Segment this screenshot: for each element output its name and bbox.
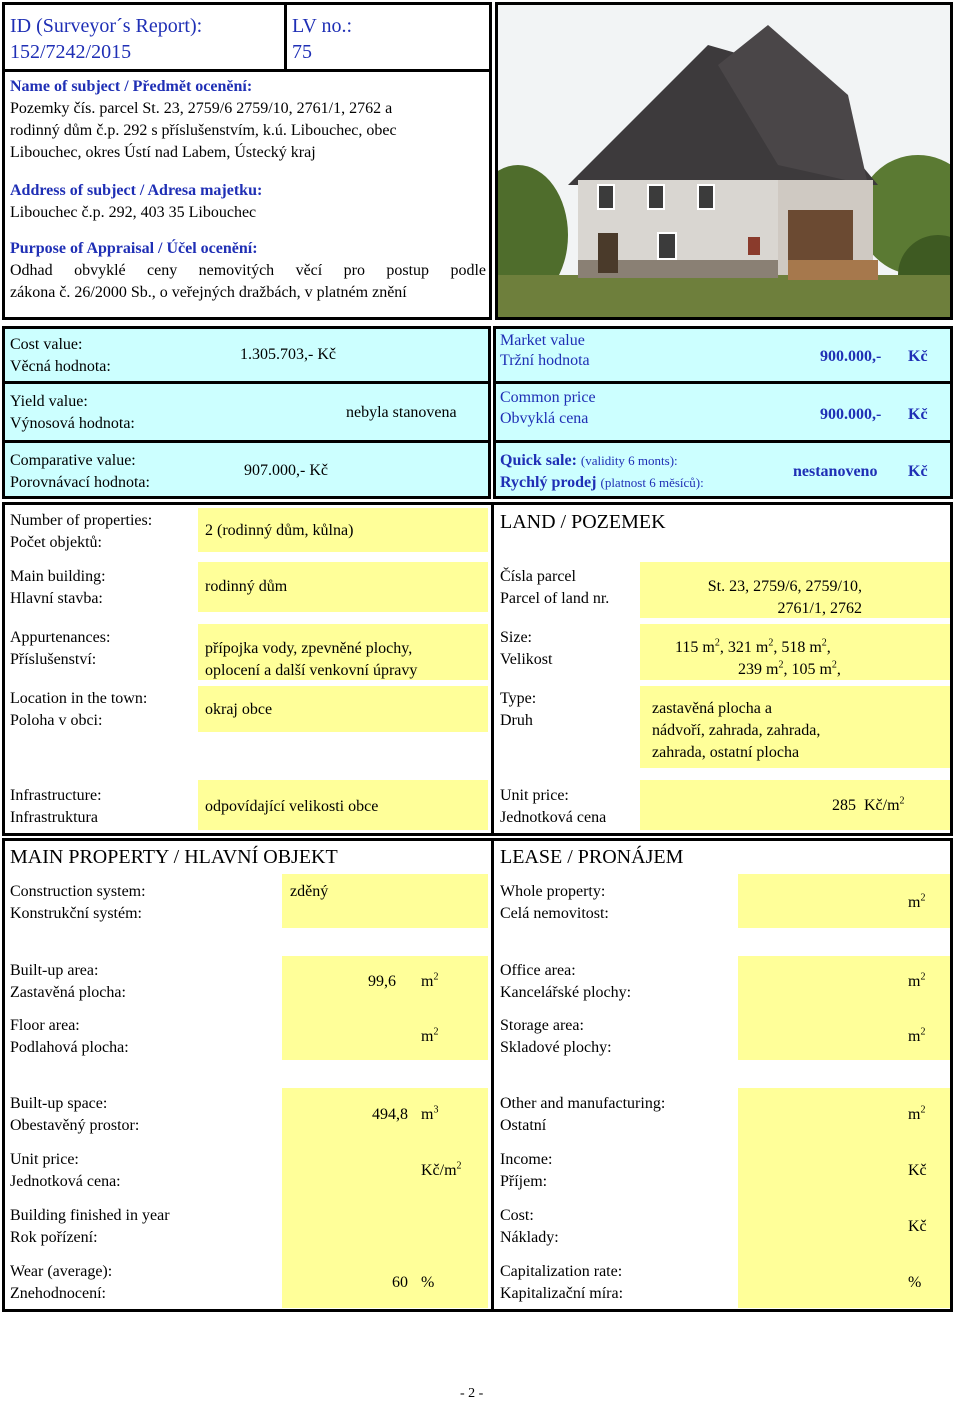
comparative-value: 907.000,- Kč	[244, 462, 328, 479]
appurtenances-value-1: přípojka vody, zpevněné plochy,	[205, 640, 413, 657]
cap-rate-label-en: Capitalization rate:	[500, 1263, 623, 1280]
parcel-value-2: 2761/1, 2762	[777, 600, 862, 617]
quick-sale-label-en	[500, 450, 678, 472]
floor-area-unit	[421, 1026, 438, 1048]
size-value-line-2	[738, 659, 841, 681]
cost-label-en: Cost:	[500, 1207, 534, 1224]
subject-name-line-1: Pozemky čís. parcel St. 23, 2759/6 2759/10, 2761/1, 2762 a	[10, 100, 393, 117]
common-price-currency: Kč	[908, 406, 928, 423]
type-value-2: nádvoří, zahrada, zahrada,	[652, 722, 821, 739]
size-value-line-1	[675, 637, 831, 659]
other-unit-m: m	[908, 1106, 921, 1123]
land-unit-price-label-en: Unit price:	[500, 787, 569, 804]
builtup-space-value: 494,8	[372, 1106, 408, 1123]
size-e5: 2	[831, 659, 837, 671]
cost-value-label-en: Cost value:	[10, 336, 83, 353]
size-s1: ,	[719, 639, 724, 656]
location-label-en: Location in the town:	[10, 690, 148, 707]
builtup-area-label-cz: Zastavěná plocha:	[10, 984, 126, 1001]
type-value-1: zastavěná plocha a	[652, 700, 772, 717]
market-value-label-en: Market value	[500, 332, 585, 349]
size-label-cz: Velikost	[500, 651, 553, 668]
type-label-cz: Druh	[500, 712, 533, 729]
yield-value: nebyla stanovena	[346, 404, 457, 421]
yield-value-label-en: Yield value:	[10, 393, 88, 410]
size-u1: m	[702, 639, 715, 656]
address-value: Libouchec č.p. 292, 403 35 Libouchec	[10, 204, 257, 221]
office-area-label-en: Office area:	[500, 962, 576, 979]
floor-area-label-cz: Podlahová plocha:	[10, 1039, 129, 1056]
count-label-cz: Počet objektů:	[10, 534, 102, 551]
size-n4: 239	[738, 661, 762, 678]
other-label-cz: Ostatní	[500, 1117, 547, 1134]
size-n2: 321	[727, 639, 752, 656]
size-u4: m	[766, 661, 779, 678]
market-value-currency: Kč	[908, 348, 928, 365]
lease-title: LEASE / PRONÁJEM	[500, 846, 684, 868]
year-label-en: Building finished in year	[10, 1207, 170, 1224]
income-label-cz: Příjem:	[500, 1173, 548, 1190]
income-unit: Kč	[908, 1162, 927, 1179]
office-area-unit-m: m	[908, 973, 921, 990]
parcel-label-cz: Čísla parcel	[500, 568, 576, 585]
type-value-3: zahrada, ostatní plocha	[652, 744, 800, 761]
yield-value-label-cz: Výnosová hodnota:	[10, 415, 135, 432]
builtup-space-unit	[421, 1104, 438, 1126]
other-unit	[908, 1104, 925, 1126]
header-divider	[284, 2, 287, 72]
whole-property-label-cz: Celá nemovitost:	[500, 905, 609, 922]
other-label-en: Other and manufacturing:	[500, 1095, 666, 1112]
appurtenances-label-cz: Příslušenství:	[10, 651, 97, 668]
size-u2: m	[755, 639, 769, 656]
builtup-area-unit-exp: 2	[433, 971, 439, 983]
cost-value: 1.305.703,- Kč	[240, 346, 336, 363]
appurtenances-label-en: Appurtenances:	[10, 629, 111, 646]
size-e4: 2	[778, 659, 784, 671]
quick-sale-cz-note: (platnost 6 měsíců):	[600, 475, 704, 490]
land-title: LAND / POZEMEK	[500, 511, 666, 533]
quick-sale-en-note: (validity 6 monts):	[580, 453, 678, 468]
land-unit-price-number: 285	[832, 797, 856, 814]
common-price-label-cz: Obvyklá cena	[500, 410, 589, 427]
whole-property-unit-exp: 2	[920, 892, 926, 904]
cost-unit: Kč	[908, 1218, 927, 1235]
land-unit-price-unit: Kč/m	[864, 797, 900, 814]
storage-area-label-en: Storage area:	[500, 1017, 584, 1034]
subject-name-label: Name of subject / Předmět ocenění:	[10, 78, 253, 95]
builtup-space-unit-exp: 3	[433, 1104, 439, 1116]
builtup-area-label-en: Built-up area:	[10, 962, 99, 979]
values-right-rule-1	[493, 381, 953, 384]
quick-sale-en-text: Quick sale:	[500, 452, 577, 469]
main-building-label-cz: Hlavní stavba:	[10, 590, 103, 607]
size-e1: 2	[714, 637, 720, 649]
quick-sale-cz-text: Rychlý prodej	[500, 474, 597, 491]
office-area-label-cz: Kancelářské plochy:	[500, 984, 632, 1001]
count-label-en: Number of properties:	[10, 512, 153, 529]
purpose-line-1: Odhad obvyklé ceny nemovitých věcí pro postup podle	[10, 262, 486, 279]
land-unit-price-value	[832, 795, 905, 817]
size-u3: m	[809, 639, 822, 656]
builtup-area-unit-m: m	[421, 973, 434, 990]
unit-price-unit-exp: 2	[456, 1160, 462, 1172]
appurtenances-value-2: oplocení a další venkovní úpravy	[205, 662, 418, 679]
parcel-value-1: St. 23, 2759/6, 2759/10,	[707, 578, 862, 595]
whole-property-unit	[908, 892, 925, 914]
land-unit-price-exp: 2	[899, 795, 905, 807]
subject-name-line-3: Libouchec, okres Ústí nad Labem, Ústecký kraj	[10, 144, 316, 161]
market-value: 900.000,-	[820, 348, 882, 365]
unit-price-unit	[421, 1160, 462, 1182]
lv-label: LV no.:	[292, 15, 353, 37]
builtup-area-unit	[421, 971, 438, 993]
main-property-divider	[491, 838, 494, 1312]
report-id-value: 152/7242/2015	[10, 41, 132, 63]
values-right-rule-2	[493, 440, 953, 443]
comparative-value-label-en: Comparative value:	[10, 452, 136, 469]
page-number: - 2 -	[460, 1386, 484, 1401]
main-building-label-en: Main building:	[10, 568, 106, 585]
quick-sale-value: nestanoveno	[793, 463, 878, 480]
main-building-value: rodinný dům	[205, 578, 288, 595]
whole-property-unit-m: m	[908, 894, 921, 911]
year-label-cz: Rok pořízení:	[10, 1229, 98, 1246]
address-label: Address of subject / Adresa majetku:	[10, 182, 263, 199]
unit-price-unit-text: Kč/m	[421, 1162, 457, 1179]
construction-value: zděný	[290, 883, 329, 900]
wear-unit: %	[421, 1274, 435, 1291]
values-left-rule-1	[2, 381, 491, 384]
storage-area-unit	[908, 1026, 925, 1048]
income-label-en: Income:	[500, 1151, 553, 1168]
whole-property-label-en: Whole property:	[500, 883, 606, 900]
purpose-label: Purpose of Appraisal / Účel ocenění:	[10, 240, 258, 257]
size-e3: 2	[821, 637, 827, 649]
wear-value: 60	[392, 1274, 408, 1291]
common-price-value: 900.000,-	[820, 406, 882, 423]
infrastructure-label-cz: Infrastruktura	[10, 809, 98, 826]
builtup-space-label-en: Built-up space:	[10, 1095, 108, 1112]
size-s2: ,	[773, 639, 778, 656]
infrastructure-label-en: Infrastructure:	[10, 787, 102, 804]
size-n1: 115	[675, 639, 699, 656]
unit-price-label-cz: Jednotková cena:	[10, 1173, 121, 1190]
house-photo	[495, 2, 953, 320]
count-value: 2 (rodinný dům, kůlna)	[205, 522, 354, 539]
header-hrule	[2, 69, 492, 72]
cap-rate-label-cz: Kapitalizační míra:	[500, 1285, 624, 1302]
storage-area-unit-m: m	[908, 1028, 921, 1045]
floor-area-unit-m: m	[421, 1028, 434, 1045]
common-price-label-en: Common price	[500, 389, 596, 406]
quick-sale-currency: Kč	[908, 463, 928, 480]
size-n5: 105	[791, 661, 816, 678]
size-u5: m	[819, 661, 832, 678]
market-value-label-cz: Tržní hodnota	[500, 352, 590, 369]
other-unit-exp: 2	[920, 1104, 926, 1116]
office-area-unit-exp: 2	[920, 971, 926, 983]
wear-label-en: Wear (average):	[10, 1263, 113, 1280]
report-id-label: ID (Surveyor´s Report):	[10, 15, 203, 37]
lv-value: 75	[292, 41, 312, 63]
builtup-space-unit-m: m	[421, 1106, 434, 1123]
cap-rate-unit: %	[908, 1274, 922, 1291]
infrastructure-value: odpovídající velikosti obce	[205, 798, 379, 815]
type-label-en: Type:	[500, 690, 537, 707]
size-s4: ,	[783, 661, 788, 678]
office-area-unit	[908, 971, 925, 993]
construction-label-en: Construction system:	[10, 883, 146, 900]
floor-area-label-en: Floor area:	[10, 1017, 80, 1034]
builtup-space-label-cz: Obestavěný prostor:	[10, 1117, 140, 1134]
size-n3: 518	[781, 639, 806, 656]
unit-price-label-en: Unit price:	[10, 1151, 79, 1168]
quick-sale-label-cz	[500, 472, 704, 494]
land-unit-price-label-cz: Jednotková cena	[500, 809, 607, 826]
subject-name-line-2: rodinný dům č.p. 292 s příslušenstvím, k.ú. Libouchec, obec	[10, 122, 397, 139]
floor-area-unit-exp: 2	[433, 1026, 439, 1038]
cost-value-label-cz: Věcná hodnota:	[10, 358, 111, 375]
builtup-area-value: 99,6	[368, 973, 396, 990]
comparative-value-label-cz: Porovnávací hodnota:	[10, 474, 150, 491]
properties-divider	[491, 502, 494, 836]
storage-area-label-cz: Skladové plochy:	[500, 1039, 612, 1056]
size-e2: 2	[768, 637, 774, 649]
location-label-cz: Poloha v obci:	[10, 712, 103, 729]
wear-label-cz: Znehodnocení:	[10, 1285, 106, 1302]
size-s3: ,	[826, 639, 831, 656]
storage-area-unit-exp: 2	[920, 1026, 926, 1038]
values-left-rule-2	[2, 440, 491, 443]
location-value: okraj obce	[205, 701, 273, 718]
size-label-en: Size:	[500, 629, 532, 646]
parcel-label-en: Parcel of land nr.	[500, 590, 610, 607]
cost-label-cz: Náklady:	[500, 1229, 559, 1246]
main-property-title: MAIN PROPERTY / HLAVNÍ OBJEKT	[10, 846, 338, 868]
purpose-line-2: zákona č. 26/2000 Sb., o veřejných dražbách, v platném znění	[10, 284, 407, 301]
size-s5: ,	[836, 661, 841, 678]
construction-label-cz: Konstrukční systém:	[10, 905, 142, 922]
